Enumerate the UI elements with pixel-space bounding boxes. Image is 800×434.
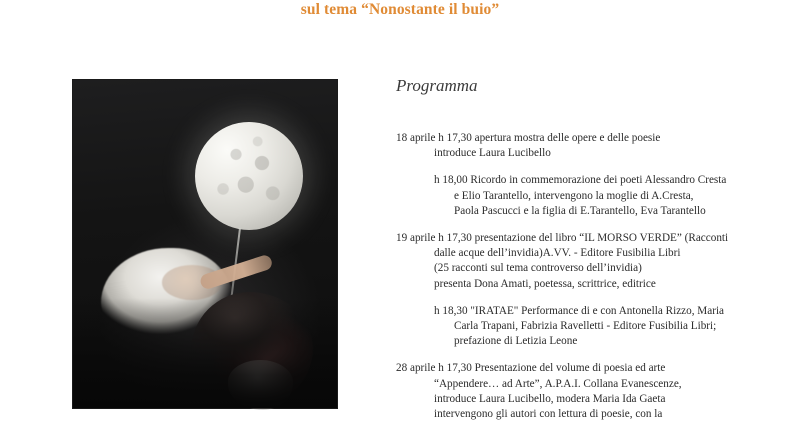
programme-line: introduce Laura Lucibello <box>434 147 551 160</box>
programma-heading: Programma <box>396 76 478 95</box>
programme-line: 28 aprile h 17,30 Presentazione del volume di poesia ed arte <box>396 362 666 375</box>
photo-shadow <box>73 298 337 408</box>
programme-line: h 18,30 "IRATAE" Performance di e con Antonella Rizzo, Maria <box>434 304 725 317</box>
moon-balloon-icon <box>195 122 303 230</box>
programme-entry <box>396 231 800 292</box>
programme-entry <box>396 361 800 422</box>
programme-line: “Appendere… ad Arte”, A.P.A.I. Collana Evanescenze, <box>434 377 682 390</box>
programme-list <box>396 131 800 434</box>
programme-line: presenta Dona Amati, poetessa, scrittrice, editrice <box>434 277 656 290</box>
programme-line: Carla Trapani, Fabrizia Ravelletti - Editore Fusibilia Libri; <box>454 320 717 333</box>
programme-entry <box>396 131 800 161</box>
programme-line: prefazione di Letizia Leone <box>454 335 578 348</box>
programme-line: e Elio Tarantello, intervengono la moglie di A.Cresta, <box>454 189 694 202</box>
programme-entry <box>396 173 800 219</box>
programme-line: introduce Laura Lucibello, modera Maria Ida Gaeta <box>434 392 666 405</box>
programme-entry <box>396 304 800 350</box>
programme-line: Paola Pascucci e la figlia di E.Tarantello, Eva Tarantello <box>454 204 706 217</box>
programme-line: h 18,00 Ricordo in commemorazione dei poeti Alessandro Cresta <box>434 174 727 187</box>
programme-line: intervengono gli autori con lettura di poesie, con la <box>434 408 663 421</box>
page-title: sul tema “Nonostante il buio” <box>300 1 500 18</box>
programme-line: 19 aprile h 17,30 presentazione del libro “IL MORSO VERDE” (Racconti <box>396 232 729 245</box>
photo-background <box>73 80 337 408</box>
artwork-photo <box>72 79 338 409</box>
programme-line: 18 aprile h 17,30 apertura mostra delle opere e delle poesie <box>396 132 661 144</box>
programme-line: (25 racconti sul tema controverso dell’invidia) <box>434 262 642 275</box>
programme-line: dalle acque dell’invidia)A.VV. - Editore Fusibilia Libri <box>434 247 681 260</box>
